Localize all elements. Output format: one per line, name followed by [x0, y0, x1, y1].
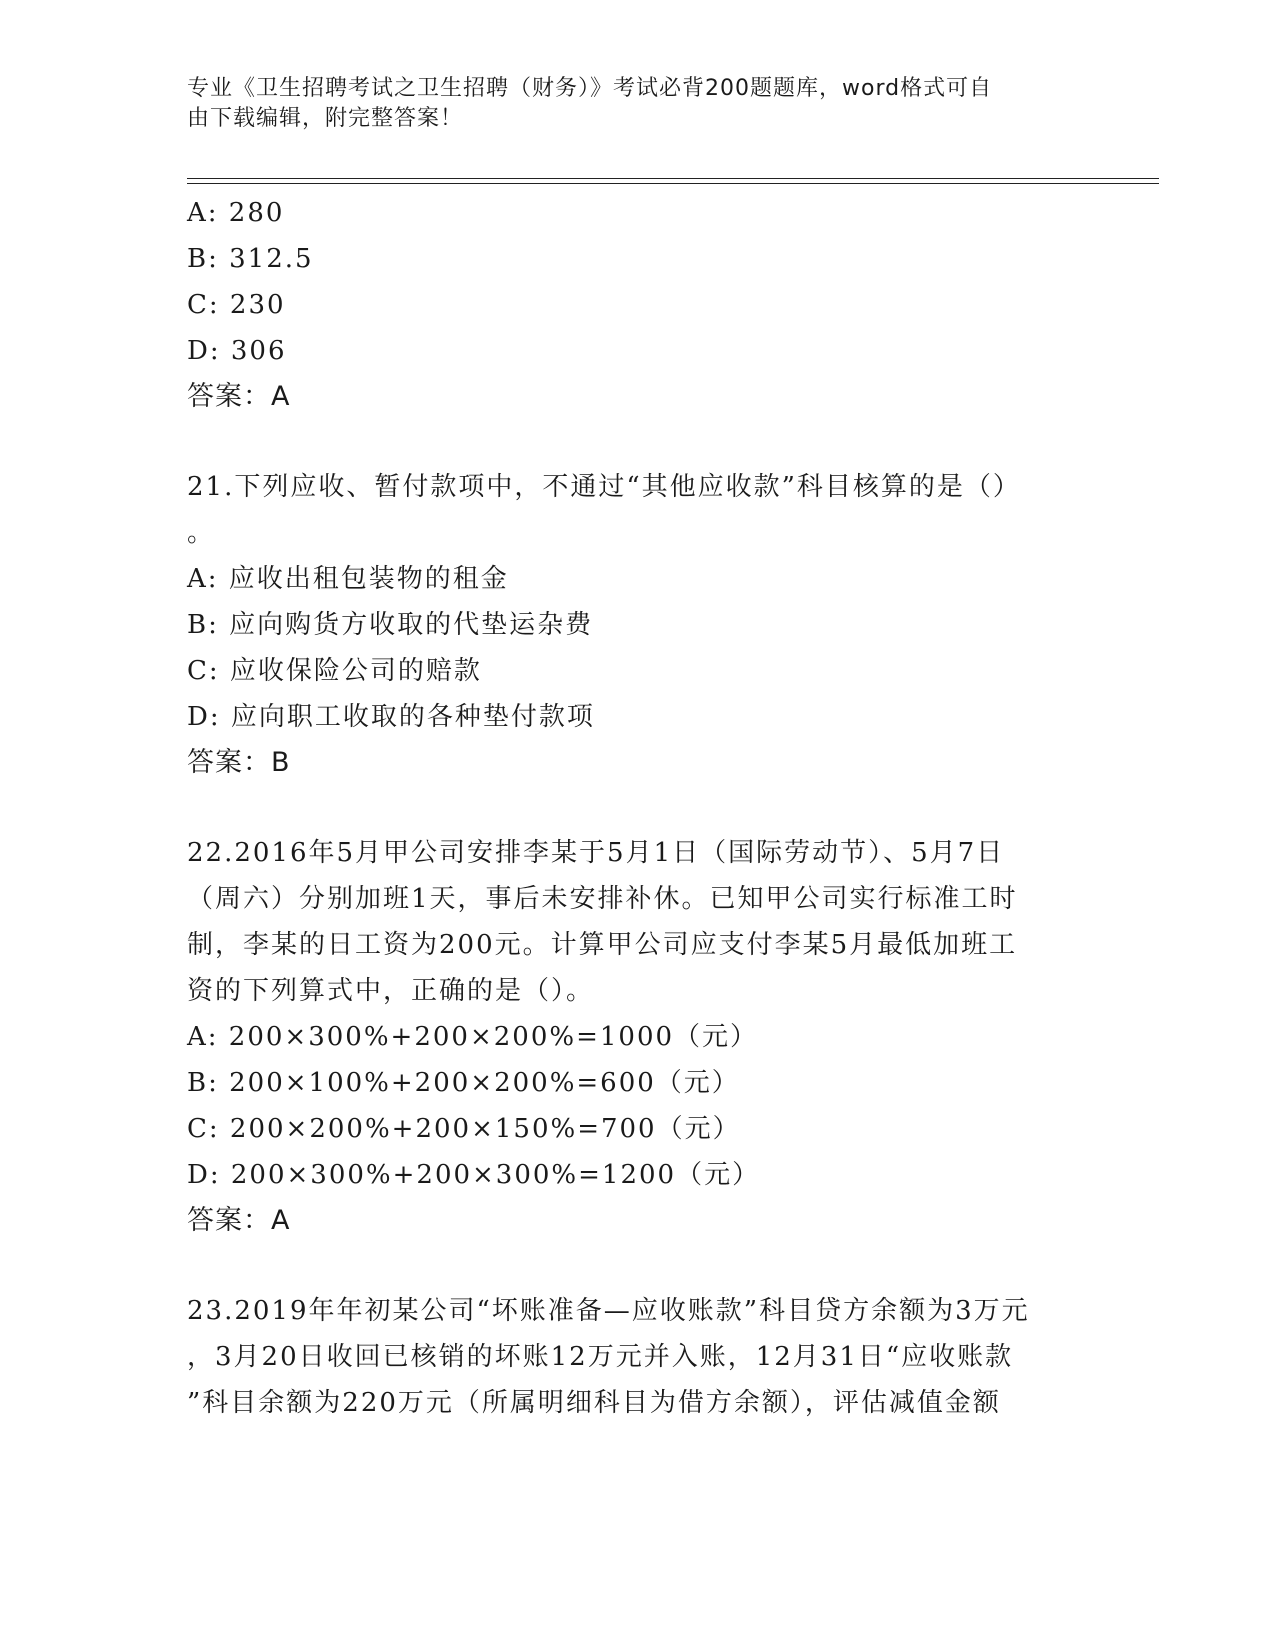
option-d: D: 200×300%+200×300%=1200（元） — [187, 1160, 761, 1190]
header-line-1: 专业《卫生招聘考试之卫生招聘（财务）》考试必背200题题库，word格式可自 — [187, 76, 993, 101]
header-divider-top — [187, 178, 1159, 179]
header-line-2: 由下载编辑，附完整答案！ — [187, 106, 464, 131]
question-20 — [187, 190, 1087, 420]
answer: 答案：B — [187, 747, 291, 778]
option-c: C: 应收保险公司的赔款 — [187, 656, 482, 686]
header-divider-bottom — [187, 183, 1159, 184]
question-text-line: 23.2019年年初某公司“坏账准备—应收账款”科目贷方余额为3万元 — [187, 1296, 1030, 1326]
option-a: A: 280 — [187, 198, 285, 228]
question-23 — [187, 1288, 1087, 1426]
question-text-line: （周六）分别加班1天，事后未安排补休。已知甲公司实行标准工时 — [187, 884, 1018, 914]
option-a: A: 应收出租包装物的租金 — [187, 564, 509, 594]
question-21 — [187, 464, 1087, 786]
answer: 答案：A — [187, 1205, 291, 1236]
option-c: C: 200×200%+200×150%=700（元） — [187, 1114, 741, 1144]
question-text-line: 21.下列应收、暂付款项中，不通过“其他应收款”科目核算的是（） — [187, 472, 1021, 502]
option-c: C: 230 — [187, 290, 286, 320]
option-a: A: 200×300%+200×200%=1000（元） — [187, 1022, 759, 1052]
question-list — [187, 190, 1087, 1426]
question-text-line: 22.2016年5月甲公司安排李某于5月1日（国际劳动节）、5月7日 — [187, 838, 1005, 868]
answer: 答案：A — [187, 381, 291, 412]
question-text-line: 资的下列算式中，正确的是（）。 — [187, 976, 595, 1006]
option-b: B: 200×100%+200×200%=600（元） — [187, 1068, 740, 1098]
option-b: B: 应向购货方收取的代垫运杂费 — [187, 610, 594, 640]
question-22 — [187, 830, 1087, 1244]
option-d: D: 306 — [187, 336, 287, 366]
option-d: D: 应向职工收取的各种垫付款项 — [187, 702, 595, 732]
question-text-line: ，3月20日收回已核销的坏账12万元并入账，12月31日“应收账款 — [187, 1342, 1014, 1372]
question-text-line: 制，李某的日工资为200元。计算甲公司应支付李某5月最低加班工 — [187, 930, 1018, 960]
option-b: B: 312.5 — [187, 244, 314, 274]
question-text-line: 。 — [187, 518, 216, 548]
question-text-line: ”科目余额为220万元（所属明细科目为借方余额），评估减值金额 — [187, 1388, 1001, 1418]
document-header — [187, 74, 1057, 134]
